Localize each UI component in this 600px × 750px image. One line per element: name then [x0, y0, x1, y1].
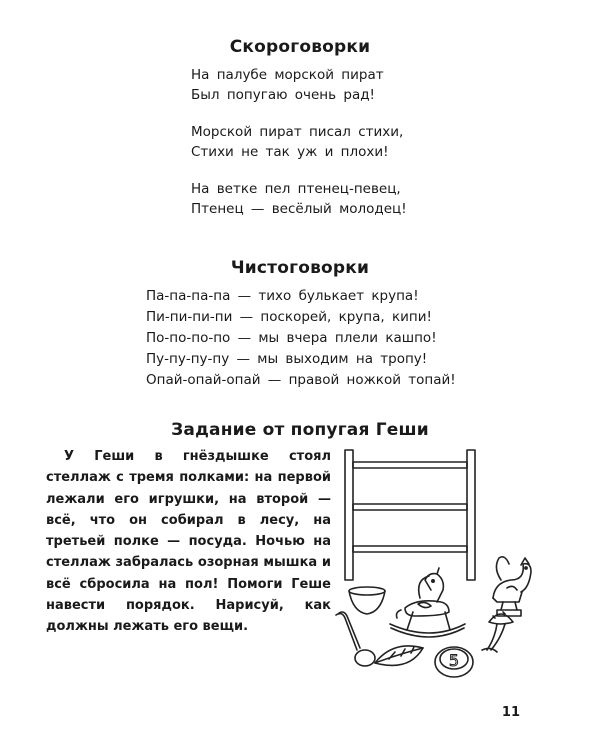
illustration	[325, 440, 580, 690]
verse-line: На палубе морской пират	[191, 67, 384, 83]
rocking-horse-icon	[390, 568, 465, 637]
shelf-icon	[345, 450, 475, 580]
rooster-toy-icon	[493, 557, 531, 616]
section-title-pure-phrases: Чистоговорки	[230, 258, 370, 278]
phrase-line: Пи-пи-пи-пи — поскорей, крупа, кипи!	[146, 309, 432, 325]
phrase-line: По-по-по-по — мы вчера плели кашпо!	[146, 330, 437, 346]
task-paragraph: У Геши в гнёздышке стоял стеллаж с тремя полками: на первой лежали его игрушки, на второй — всё, что он собирал в лесу, на третьей полке — посуда. Ночью на стеллаж забралась озорная мышка и всё сбросила на пол! Помоги Геше навести порядок. Нарисуй, как должны лежать его вещи.	[46, 449, 331, 635]
stanza	[191, 179, 407, 219]
verse-line: Стихи не так уж и плохи!	[191, 144, 389, 160]
task-text	[46, 446, 331, 638]
stanza	[191, 122, 403, 162]
section-title-tongue-twisters: Скороговорки	[229, 37, 371, 57]
phrase-line: Опай-опай-опай — правой ножкой топай!	[146, 372, 456, 388]
pure-phrases-list	[146, 286, 456, 391]
number-five-coin-icon	[435, 647, 473, 677]
page-number: 11	[501, 705, 520, 720]
coin-digit: 5	[448, 651, 460, 670]
phrase-line: Па-па-па-па — тихо булькает крупа!	[146, 288, 419, 304]
section-title-task: Задание от попугая Геши	[171, 420, 429, 440]
phrase-line: Пу-пу-пу-пу — мы выходим на тропу!	[146, 351, 428, 367]
mushroom-icon	[482, 612, 513, 652]
verse-line: Птенец — весёлый молодец!	[191, 201, 407, 217]
stanza	[191, 65, 384, 105]
ladle-icon	[336, 612, 375, 666]
bowl-icon	[349, 587, 385, 614]
verse-line: На ветке пел птенец-певец,	[191, 181, 401, 197]
verse-line: Был попугаю очень рад!	[191, 87, 375, 103]
verse-line: Морской пират писал стихи,	[191, 124, 404, 140]
leaf-icon	[375, 646, 423, 666]
